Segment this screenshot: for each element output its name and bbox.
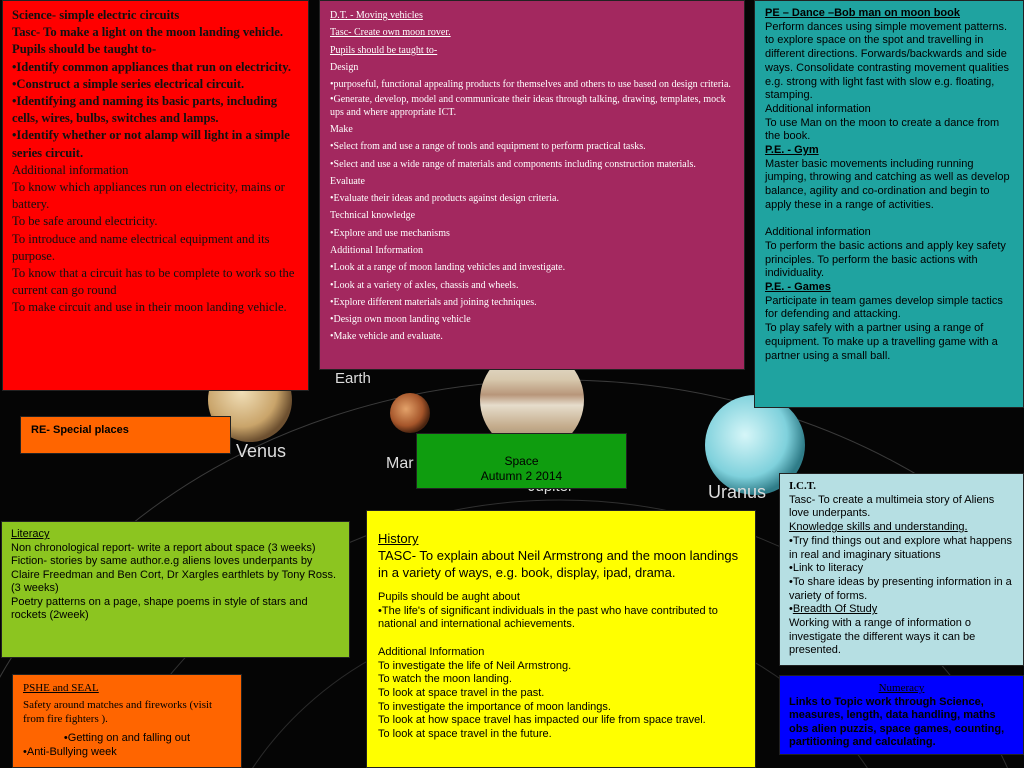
pe-line: Perform dances using simple movement patterns. [765,20,1008,33]
literacy-title: Literacy [11,528,50,540]
dt-task: Tasc- Create own moon rover. [330,27,451,39]
dt-line: •Look at a variety of axles, chassis and wheels. [330,279,519,291]
numeracy-title: Numeracy [878,682,925,694]
history-title: History [378,531,419,546]
dt-line: Additional Information [330,244,424,256]
dt-line: •Make vehicle and evaluate. [330,331,443,343]
ict-bullet: •Try find things out and explore what happens in real and imaginary situations [789,534,1012,561]
ict-breadth: Breadth Of Study [792,603,878,616]
dt-line: •Select from and use a range of tools and equipment to perform practical tasks. [330,141,646,153]
mars-planet [390,393,430,433]
science-task: Tasc- To make a light on the moon landing vehicle. [12,25,284,40]
history-task: TASC- To explain about Neil Armstrong and the moon landings in a variety of ways, e.g. book, display, ipad, drama. [378,548,739,580]
dt-line: Technical knowledge [330,210,416,222]
history-info-line: To look at how space travel has impacted our life from space travel. [378,714,706,727]
dt-line: •purposeful, functional appealing products for themselves and others to use based on design criteria. [330,79,731,91]
dt-line: Evaluate [330,175,365,187]
pe-dance-title: PE – Dance –Bob man on moon book [765,7,960,19]
dt-title: D.T. - Moving vehicles [330,10,423,21]
pe-line: To play safely with a partner using a range of equipment. To make up a travelling game with a partner using a small ball. [765,322,998,362]
dt-line: •Look at a range of moon landing vehicles and investigate. [330,262,566,274]
pe-line: To perform the basic actions and apply key safety principles. To perform the basic actions with individuality. [765,239,1006,280]
dt-line: •Explore and use mechanisms [330,227,450,239]
history-info-line: To watch the moon landing. [378,673,512,686]
dt-taught: Pupils should be taught to- [330,44,438,56]
science-info-line: To make circuit and use in their moon landing vehicle. [12,300,287,315]
history-bullet: •The life's of significant individuals in the past who have contributed to national and international achievements. [378,604,718,631]
uranus-label: Uranus [708,482,767,502]
history-panel [366,510,756,768]
dt-line: Make [330,124,353,136]
ict-panel [779,473,1024,666]
pe-line: To use Man on the moon to create a dance from the book. [765,116,1000,143]
dt-line: •Explore different materials and joining techniques. [330,296,537,308]
ict-task: Tasc- To create a multimeia story of Aliens love underpants. [789,493,995,520]
pe-line: Master basic movements including running jumping, throwing and catching as well as develop balance, agility and co-ordination and begin to apply these in a range of activities. [765,157,1010,211]
space-term: Autumn 2 2014 [480,469,563,483]
science-bullet: •Identifying and naming its basic parts, including cells, wires, bulbs, switches and lamps. [12,94,278,126]
pe-line: to explore space on the spot and travelling in different directions. Forwards/backwards and side ways. Consolidate contrasting movement qualities e.g. strong with light fast with slow e.g. floating, stamping. [765,34,1009,102]
mars-label: Mar [386,455,414,472]
literacy-panel [1,521,350,658]
science-info-line: To be safe around electricity. [12,214,158,229]
science-info-heading: Additional information [12,162,129,177]
science-panel [2,0,309,391]
history-info-line: To investigate the importance of moon landings. [378,700,611,713]
dt-line: Design [330,61,359,73]
venus-label: Venus [236,441,287,461]
literacy-line: Non chronological report- write a report about space (3 weeks) [11,541,316,554]
pe-line: Additional information [765,102,871,115]
dt-line: •Generate, develop, model and communicate their ideas through talking, drawing, templates, mock ups and where appropriate ICT. [330,94,726,119]
dt-panel [319,0,745,370]
pshe-bullet: •Getting on and falling out [63,731,191,744]
science-bullet: •Construct a simple series electrical circuit. [12,76,245,91]
dt-line: •Evaluate their ideas and products against design criteria. [330,193,559,205]
pshe-panel [12,674,242,768]
space-title-panel [416,433,627,489]
ict-bullet: •To share ideas by presenting information in a variety of forms. [789,575,1012,602]
science-info-line: To introduce and name electrical equipment and its purpose. [12,231,270,263]
history-info-line: To investigate the life of Neil Armstrong. [378,659,572,672]
science-info-line: To know which appliances run on electricity, mains or battery. [12,180,285,212]
science-bullet: •Identify common appliances that run on electricity. [12,59,292,74]
pshe-title: PSHE and SEAL [23,682,99,694]
ict-breadth-bullet: • [789,603,793,616]
ict-knowledge: Knowledge skills and understanding. [789,521,968,534]
numeracy-text: Links to Topic work through Science, measures, length, data handling, maths obs alien puzzis, space games, counting, partitioning and calculating. [789,695,1005,749]
ict-breadth-line [789,603,1014,617]
ict-title: I.C.T. [789,480,816,492]
history-info-heading: Additional Information [378,645,485,658]
pshe-line: Safety around matches and fireworks (visit from fire fighters ). [23,698,213,725]
literacy-line: Fiction- stories by same author.e.g aliens loves underpants by Claire Freedman and Ben Cort, Dr Xargles earthlets by Tony Ross. (3 weeks) [11,555,337,594]
ict-bullet: •Link to literacy [789,562,864,575]
science-bullet: •Identify whether or not alamp will light in a simple series circuit. [12,128,290,160]
pe-line: Participate in team games develop simple tactics for defending and attacking. [765,294,1003,321]
literacy-line: Poetry patterns on a page, shape poems in style of stars and rockets (2week) [11,595,308,621]
pe-panel [754,0,1024,408]
re-title: RE- Special places [31,424,129,436]
space-title: Space [504,454,539,468]
numeracy-panel [779,675,1024,755]
earth-label: Earth [335,370,371,387]
history-taught: Pupils should be aught about [378,591,520,603]
pe-line: Additional information [765,226,871,239]
pshe-bullet: •Anti-Bullying week [23,746,117,758]
science-taught: Pupils should be taught to- [12,42,157,57]
history-info-line: To look at space travel in the past. [378,686,545,699]
ict-breadth-text: Working with a range of information o investigate the different ways it can be presented. [789,617,976,657]
re-panel [20,416,231,454]
pe-games-title: P.E. - Games [765,281,831,294]
science-title: Science- simple electric circuits [12,8,180,22]
dt-line: •Select and use a wide range of materials and components including construction materials. [330,158,696,170]
dt-line: •Design own moon landing vehicle [330,314,471,326]
pe-gym-title: P.E. - Gym [765,144,819,157]
science-info-line: To know that a circuit has to be complete to work so the current can go round [12,266,295,298]
history-info-line: To look at space travel in the future. [378,728,552,741]
